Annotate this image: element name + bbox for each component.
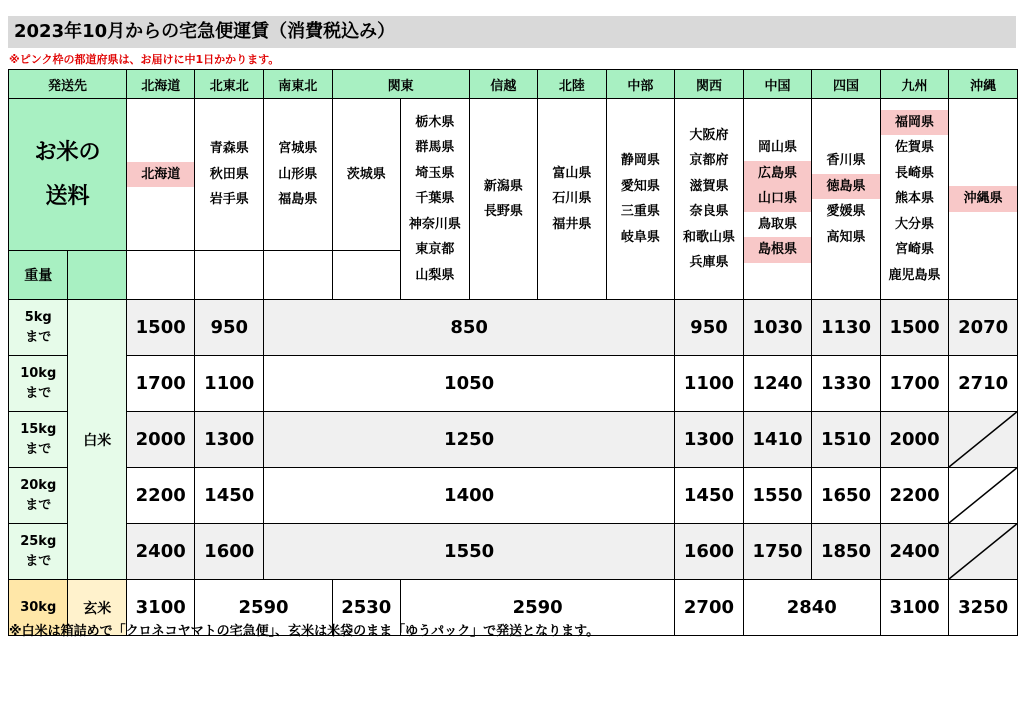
white-rice-row: [9, 300, 1018, 356]
weight-cell: [9, 524, 68, 580]
prefectures-hokuriku: [538, 99, 607, 300]
prefecture-name: 福井県: [552, 216, 592, 232]
prefecture-name: 長野県: [483, 204, 523, 219]
prefecture-name: 静岡県: [620, 153, 660, 168]
price-cell: 2700: [675, 580, 744, 636]
prefecture-name: 新潟県: [483, 178, 523, 194]
prefecture-name: 大分県: [895, 216, 935, 232]
prefecture-name: 岐阜県: [620, 229, 660, 245]
price-cell: 3100: [126, 580, 195, 636]
price-cell: 1100: [675, 356, 744, 412]
prefecture-name: 富山県: [552, 165, 592, 181]
region-header-row: [9, 70, 1018, 99]
price-cell: 950: [675, 300, 744, 356]
price-cell: 1400: [264, 468, 675, 524]
region-hokkaido: 北海道: [126, 70, 195, 99]
price-cell: 1700: [880, 356, 949, 412]
rice-kind-white: 白米: [68, 300, 126, 580]
price-cell: 1500: [126, 300, 195, 356]
prefecture-name: 三重県: [620, 204, 660, 219]
price-cell: 2200: [880, 468, 949, 524]
prefectures-kita-tohoku: [195, 99, 264, 251]
prefecture-name: 島根県: [744, 237, 812, 263]
prefectures-okinawa: [949, 99, 1018, 300]
weight-cell: [9, 412, 68, 468]
weight-cell-brown: 30kg: [9, 580, 68, 636]
prefectures-chugoku: [743, 99, 812, 300]
price-cell: 850: [264, 300, 675, 356]
region-kansai: 関西: [675, 70, 744, 99]
prefecture-name: 高知県: [826, 229, 866, 245]
price-cell: 1550: [743, 468, 812, 524]
prefecture-name: 石川県: [552, 191, 592, 207]
label-line-2: 送料: [45, 183, 90, 209]
region-shikoku: 四国: [812, 70, 881, 99]
weight-suffix: まで: [25, 553, 52, 569]
price-cell: 1130: [812, 300, 881, 356]
price-cell: 1100: [195, 356, 264, 412]
prefecture-name: 福岡県: [881, 110, 949, 136]
prefectures-minami-tohoku: [264, 99, 333, 251]
prefecture-name: 大阪府: [689, 127, 729, 143]
prefecture-name: 長崎県: [895, 165, 935, 181]
prefecture-name: 鳥取県: [757, 216, 797, 232]
prefecture-name: 佐賀県: [895, 140, 935, 156]
region-kyushu: 九州: [880, 70, 949, 99]
origin-header: 発送先: [9, 70, 127, 99]
price-cell: 2070: [949, 300, 1018, 356]
price-cell: 2590: [401, 580, 675, 636]
price-cell: 2400: [126, 524, 195, 580]
prefecture-name: 岡山県: [757, 140, 797, 156]
price-cell: 1450: [195, 468, 264, 524]
region-chubu: 中部: [606, 70, 675, 99]
spacer-kanto-a: [332, 251, 401, 300]
weight-cell: [9, 300, 68, 356]
price-cell: 1330: [812, 356, 881, 412]
price-cell: 2840: [743, 580, 880, 636]
price-cell: 1300: [675, 412, 744, 468]
spacer-minami-tohoku: [264, 251, 333, 300]
shipping-method-note: ※白米は箱詰めで「クロネコヤマトの宅急便」、玄米は米袋のまま「ゆうパック」で発送となります。: [9, 624, 600, 639]
price-cell: 1850: [812, 524, 881, 580]
weight-suffix: まで: [25, 329, 52, 345]
prefecture-name: 香川県: [826, 153, 866, 168]
prefectures-shikoku: [812, 99, 881, 300]
price-cell: 2000: [880, 412, 949, 468]
diagonal-slash-icon: [949, 412, 1017, 467]
rice-shipping-label: [9, 99, 127, 251]
price-cell: 1050: [264, 356, 675, 412]
price-cell: 1250: [264, 412, 675, 468]
rate-table: [8, 69, 1018, 636]
prefecture-name: 和歌山県: [682, 229, 735, 245]
prefecture-name: 東京都: [415, 242, 455, 258]
weight-value: 20kg: [20, 477, 57, 493]
weight-header: 重量: [9, 251, 68, 300]
price-cell: 1450: [675, 468, 744, 524]
prefecture-name: 岩手県: [209, 192, 249, 208]
not-available-cell: [949, 412, 1018, 468]
prefectures-kansai: [675, 99, 744, 300]
not-available-cell: [949, 524, 1018, 580]
price-cell: 2400: [880, 524, 949, 580]
prefectures-chubu: [606, 99, 675, 300]
prefecture-name: 栃木県: [415, 114, 455, 130]
prefecture-name: 滋賀県: [689, 178, 729, 194]
price-cell: 1650: [812, 468, 881, 524]
prefecture-name: 埼玉県: [415, 165, 455, 181]
prefecture-name: 徳島県: [812, 174, 880, 200]
price-cell: 1600: [195, 524, 264, 580]
prefecture-name: 神奈川県: [408, 216, 461, 232]
region-shinetsu: 信越: [469, 70, 538, 99]
white-rice-row: [9, 468, 1018, 524]
price-cell: 1240: [743, 356, 812, 412]
prefecture-name: 宮崎県: [895, 242, 935, 258]
page-title: 2023年10月からの宅急便運賃（消費税込み）: [8, 16, 1016, 48]
prefecture-name: 山口県: [744, 186, 812, 212]
region-kanto: 関東: [332, 70, 469, 99]
prefecture-name: 兵庫県: [689, 255, 729, 270]
prefecture-name: 奈良県: [689, 204, 729, 219]
price-cell: 1300: [195, 412, 264, 468]
price-cell: 2000: [126, 412, 195, 468]
prefecture-name: 宮城県: [278, 141, 318, 157]
price-cell: 1600: [675, 524, 744, 580]
weight-suffix: まで: [25, 497, 52, 513]
prefecture-name: 山梨県: [415, 267, 455, 283]
prefecture-name: 熊本県: [895, 191, 935, 207]
price-cell: 1750: [743, 524, 812, 580]
label-line-1: お米の: [34, 139, 101, 165]
price-cell: 2200: [126, 468, 195, 524]
region-hokuriku: 北陸: [538, 70, 607, 99]
weight-value: 25kg: [20, 533, 57, 549]
prefecture-name: 愛知県: [620, 178, 660, 194]
price-cell: 950: [195, 300, 264, 356]
diagonal-slash-icon: [949, 524, 1017, 579]
prefecture-name: 山形県: [278, 166, 318, 182]
not-available-cell: [949, 468, 1018, 524]
price-cell: 2710: [949, 356, 1018, 412]
price-cell: 1030: [743, 300, 812, 356]
prefecture-name: 鹿児島県: [888, 267, 941, 283]
weight-cell: [9, 356, 68, 412]
spacer-hokkaido: [126, 251, 195, 300]
white-rice-row: [9, 412, 1018, 468]
white-rice-row: [9, 356, 1018, 412]
rice-kind-brown: 玄米: [68, 580, 126, 636]
weight-header-spacer: [68, 251, 126, 300]
prefectures-kanto-b: [401, 99, 470, 300]
prefecture-name: 北海道: [127, 162, 195, 188]
prefecture-name: 福島県: [278, 192, 318, 208]
price-cell: 3250: [949, 580, 1018, 636]
prefectures-shinetsu: [469, 99, 538, 300]
prefecture-name: 京都府: [689, 153, 729, 168]
prefecture-name: 沖縄県: [949, 186, 1017, 212]
price-cell: 3100: [880, 580, 949, 636]
weight-cell: [9, 468, 68, 524]
white-rice-row: [9, 524, 1018, 580]
prefecture-name: 秋田県: [209, 166, 249, 182]
price-cell: 1700: [126, 356, 195, 412]
region-chugoku: 中国: [743, 70, 812, 99]
prefecture-name: 青森県: [209, 141, 249, 157]
price-cell: 1410: [743, 412, 812, 468]
prefecture-name: 広島県: [744, 161, 812, 187]
spacer-kita-tohoku: [195, 251, 264, 300]
weight-value: 15kg: [20, 421, 57, 437]
prefecture-name: 愛媛県: [826, 204, 866, 219]
region-kita-tohoku: 北東北: [195, 70, 264, 99]
price-cell: 2530: [332, 580, 401, 636]
region-minami-tohoku: 南東北: [264, 70, 333, 99]
price-cell: 1550: [264, 524, 675, 580]
prefectures-kyushu: [880, 99, 949, 300]
weight-suffix: まで: [25, 385, 52, 401]
weight-value: 5kg: [24, 309, 52, 325]
note-pink-cells: ※ピンク枠の都道府県は、お届けに中1日かかります。: [9, 53, 280, 66]
diagonal-slash-icon: [949, 468, 1017, 523]
prefecture-name: 群馬県: [415, 140, 455, 156]
price-cell: 1510: [812, 412, 881, 468]
prefecture-row: [9, 99, 1018, 251]
prefecture-name: 茨城県: [346, 166, 386, 182]
weight-suffix: まで: [25, 441, 52, 457]
price-cell: 1500: [880, 300, 949, 356]
price-cell: 2590: [195, 580, 332, 636]
prefecture-name: 千葉県: [415, 191, 455, 207]
region-okinawa: 沖縄: [949, 70, 1018, 99]
prefectures-kanto-a: [332, 99, 401, 251]
weight-value: 10kg: [20, 365, 57, 381]
prefectures-hokkaido: [126, 99, 195, 251]
